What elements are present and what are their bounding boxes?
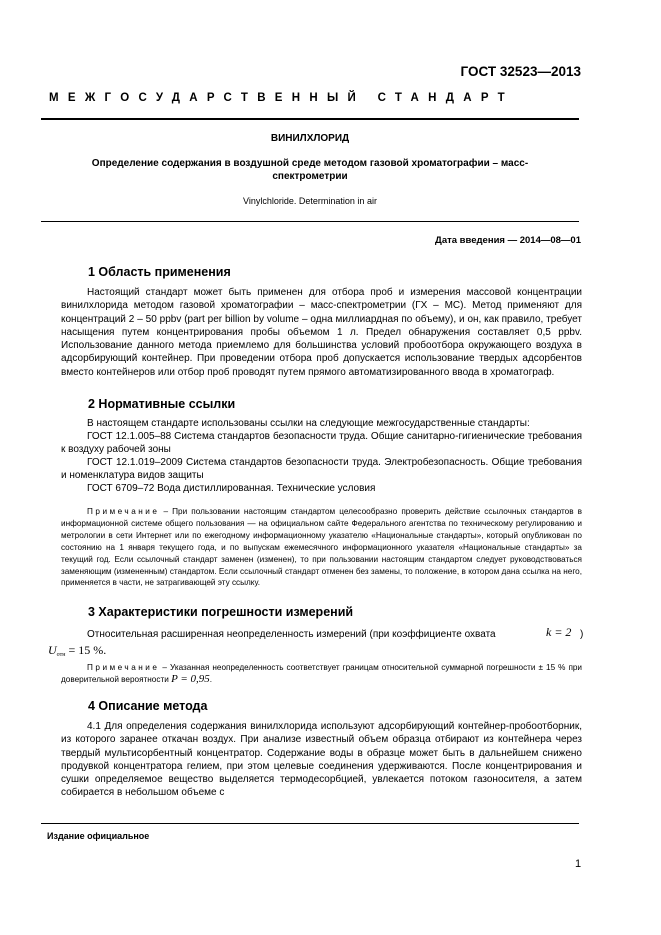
title-rule xyxy=(41,221,579,222)
section-4-text: 4.1 Для определения содержания винилхлорида используют адсорбирующий контейнер-пробоотборник, из которого заранее откачан воздух. При анализе известный объем образца отбирают из контейнера через твердый мультисорбентный концентратор. Содержание воды в образце может быть в дальнейшем снижено продувкой концентратора гелием, при этом целевые соединения удерживаются. После концентрирования и сушки определяемое вещество выделяется термодесорбцией, увлекается потоком газоносителя, а затем собирается в небольшом объеме с xyxy=(61,721,582,799)
section-2-heading: 2 Нормативные ссылки xyxy=(88,397,236,411)
p-end: . xyxy=(209,674,213,684)
note-text: – Указанная неопределенность соответствует границам относительной суммарной погрешности ± 15 % при доверительной вероятности xyxy=(61,663,583,684)
standard-code: ГОСТ 32523—2013 xyxy=(460,64,581,79)
section-2-note xyxy=(61,506,582,589)
note-text: – При пользовании настоящим стандартом целесообразно проверить действие ссылочных стандартов в информационной системе общего пользования — на официальном сайте Федерального агентства по техническому регулированию и метрологии в сети Интернет или по ежегодному информационному указателю «Национальные стандарты», который опубликован по состоянию на 1 января текущего года, и по выпускам ежемесячного информационного указателя «Национальные стандарты» за текущий год. Если ссылочный стандарт заменен (изменен), то при пользовании настоящим стандартом следует руководствоваться заменяющим (измененным) стандартом. Если ссылочный стандарт отменен без замены, то положение, в котором дана ссылка на него, применяется в части, не затрагивающей эту ссылку. xyxy=(61,507,582,588)
section-3-text: Относительная расширенная неопределенность измерений (при коэффициенте охвата xyxy=(87,629,496,640)
coverage-factor-formula: k = 2 xyxy=(546,625,572,639)
section-4-heading: 4 Описание метода xyxy=(88,699,208,713)
closing-paren: ) xyxy=(580,629,584,640)
footer-rule xyxy=(41,823,579,824)
section-3-note xyxy=(61,662,582,686)
document-title: ВИНИЛХЛОРИД xyxy=(270,133,350,144)
standard-banner: МЕЖГОСУДАРСТВЕННЫЙ СТАНДАРТ xyxy=(49,92,514,104)
u-value: = 15 % xyxy=(68,643,104,657)
section-1-text: Настоящий стандарт может быть применен для отбора проб и измерения массовой концентрации винилхлорида методом газовой хроматографии – масс-спектрометрии (ГХ – МС). Метод применяют для концентраций 2 – 50 ppbv (part per billion by volume – одна миллиардная по объему), и он, как правило, требует насыщения путем концентрирования пробы объемом 1 л. Предел обнаружения составляет 0,5 ppbv. Использование данного метода приемлемо для большинства условий пробоотбора окружающего воздуха в адсорбирующий контейнер. При проведении отбора проб допускается использование твердых адсорбентов вместо контейнеров или отбор проб проводят путем прямого автоматизированного ввода в хроматограф. xyxy=(61,287,582,378)
reference-2: ГОСТ 12.1.019–2009 Система стандартов безопасности труда. Электробезопасность. Общие требования и номенклатура видов защиты xyxy=(61,457,582,482)
top-rule xyxy=(41,118,579,120)
section-1-heading: 1 Область применения xyxy=(88,265,231,279)
english-title: Vinylchloride. Determination in air xyxy=(243,196,377,206)
u-subscript: отн xyxy=(56,652,66,658)
note-label: Примечание xyxy=(87,507,160,516)
confidence-formula: P = 0,95 xyxy=(171,672,210,685)
reference-1: ГОСТ 12.1.005–88 Система стандартов безопасности труда. Общие санитарно-гигиенические требования к воздуху рабочей зоны xyxy=(61,431,582,456)
section-2-intro: В настоящем стандарте использованы ссылки на следующие межгосударственные стандарты: xyxy=(87,418,530,429)
reference-3: ГОСТ 6709–72 Вода дистиллированная. Технические условия xyxy=(87,483,376,494)
u-symbol: U xyxy=(48,643,57,657)
note-label: Примечание xyxy=(87,663,160,672)
page-number: 1 xyxy=(575,858,582,870)
document-subtitle: Определение содержания в воздушной среде методом газовой хроматографии – масс-спектрометрии xyxy=(91,158,529,182)
u-end: . xyxy=(103,643,107,657)
uncertainty-formula xyxy=(48,644,106,662)
introduction-date: Дата введения — 2014—08—01 xyxy=(435,235,581,246)
official-edition: Издание официальное xyxy=(47,831,150,841)
section-3-heading: 3 Характеристики погрешности измерений xyxy=(88,605,354,619)
